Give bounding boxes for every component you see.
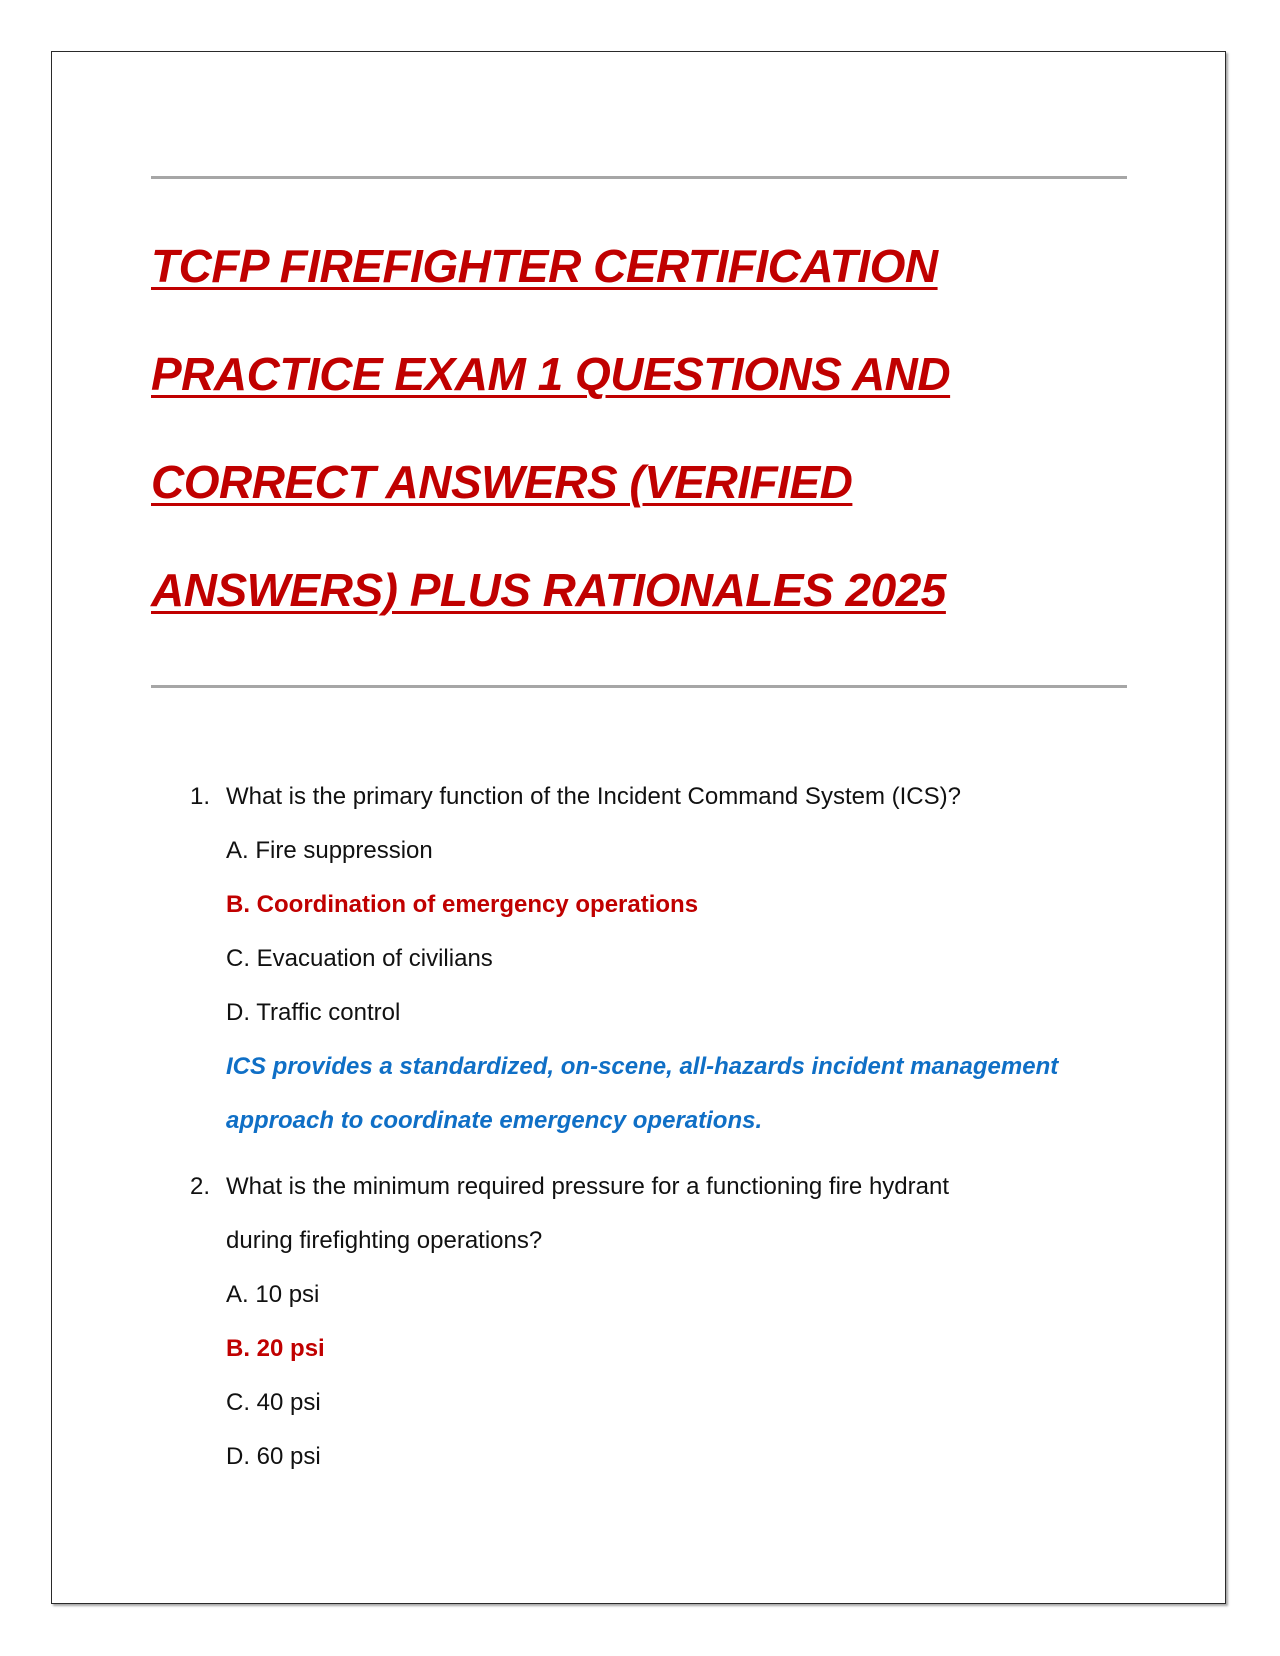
document-title [151, 212, 1151, 644]
question-number: 1. [190, 783, 211, 810]
question-text: What is the minimum required pressure for a functioning fire hydrant [226, 1173, 949, 1200]
rationale: ICS provides a standardized, on-scene, all-hazards incident management [226, 1053, 1059, 1080]
question-list [190, 770, 1140, 1496]
title-line: CORRECT ANSWERS (VERIFIED [151, 456, 853, 508]
top-divider [151, 176, 1127, 179]
option-a: A. 10 psi [226, 1281, 320, 1308]
option-d: D. Traffic control [226, 999, 401, 1026]
bottom-divider [151, 685, 1127, 688]
option-c: C. 40 psi [226, 1389, 321, 1416]
option-c: C. Evacuation of civilians [226, 945, 493, 972]
question-2 [190, 1160, 1140, 1484]
rationale: approach to coordinate emergency operations. [226, 1107, 763, 1134]
option-a: A. Fire suppression [226, 837, 433, 864]
question-number: 2. [190, 1173, 211, 1200]
title-line: TCFP FIREFIGHTER CERTIFICATION [151, 240, 938, 292]
question-text: What is the primary function of the Incident Command System (ICS)? [226, 783, 961, 810]
question-text: during firefighting operations? [226, 1227, 543, 1254]
title-line: PRACTICE EXAM 1 QUESTIONS AND [151, 348, 951, 400]
option-d: D. 60 psi [226, 1443, 321, 1470]
option-b-correct: B. 20 psi [226, 1335, 325, 1362]
option-b-correct: B. Coordination of emergency operations [226, 891, 699, 918]
title-line: ANSWERS) PLUS RATIONALES 2025 [151, 564, 946, 616]
question-1 [190, 770, 1140, 1148]
